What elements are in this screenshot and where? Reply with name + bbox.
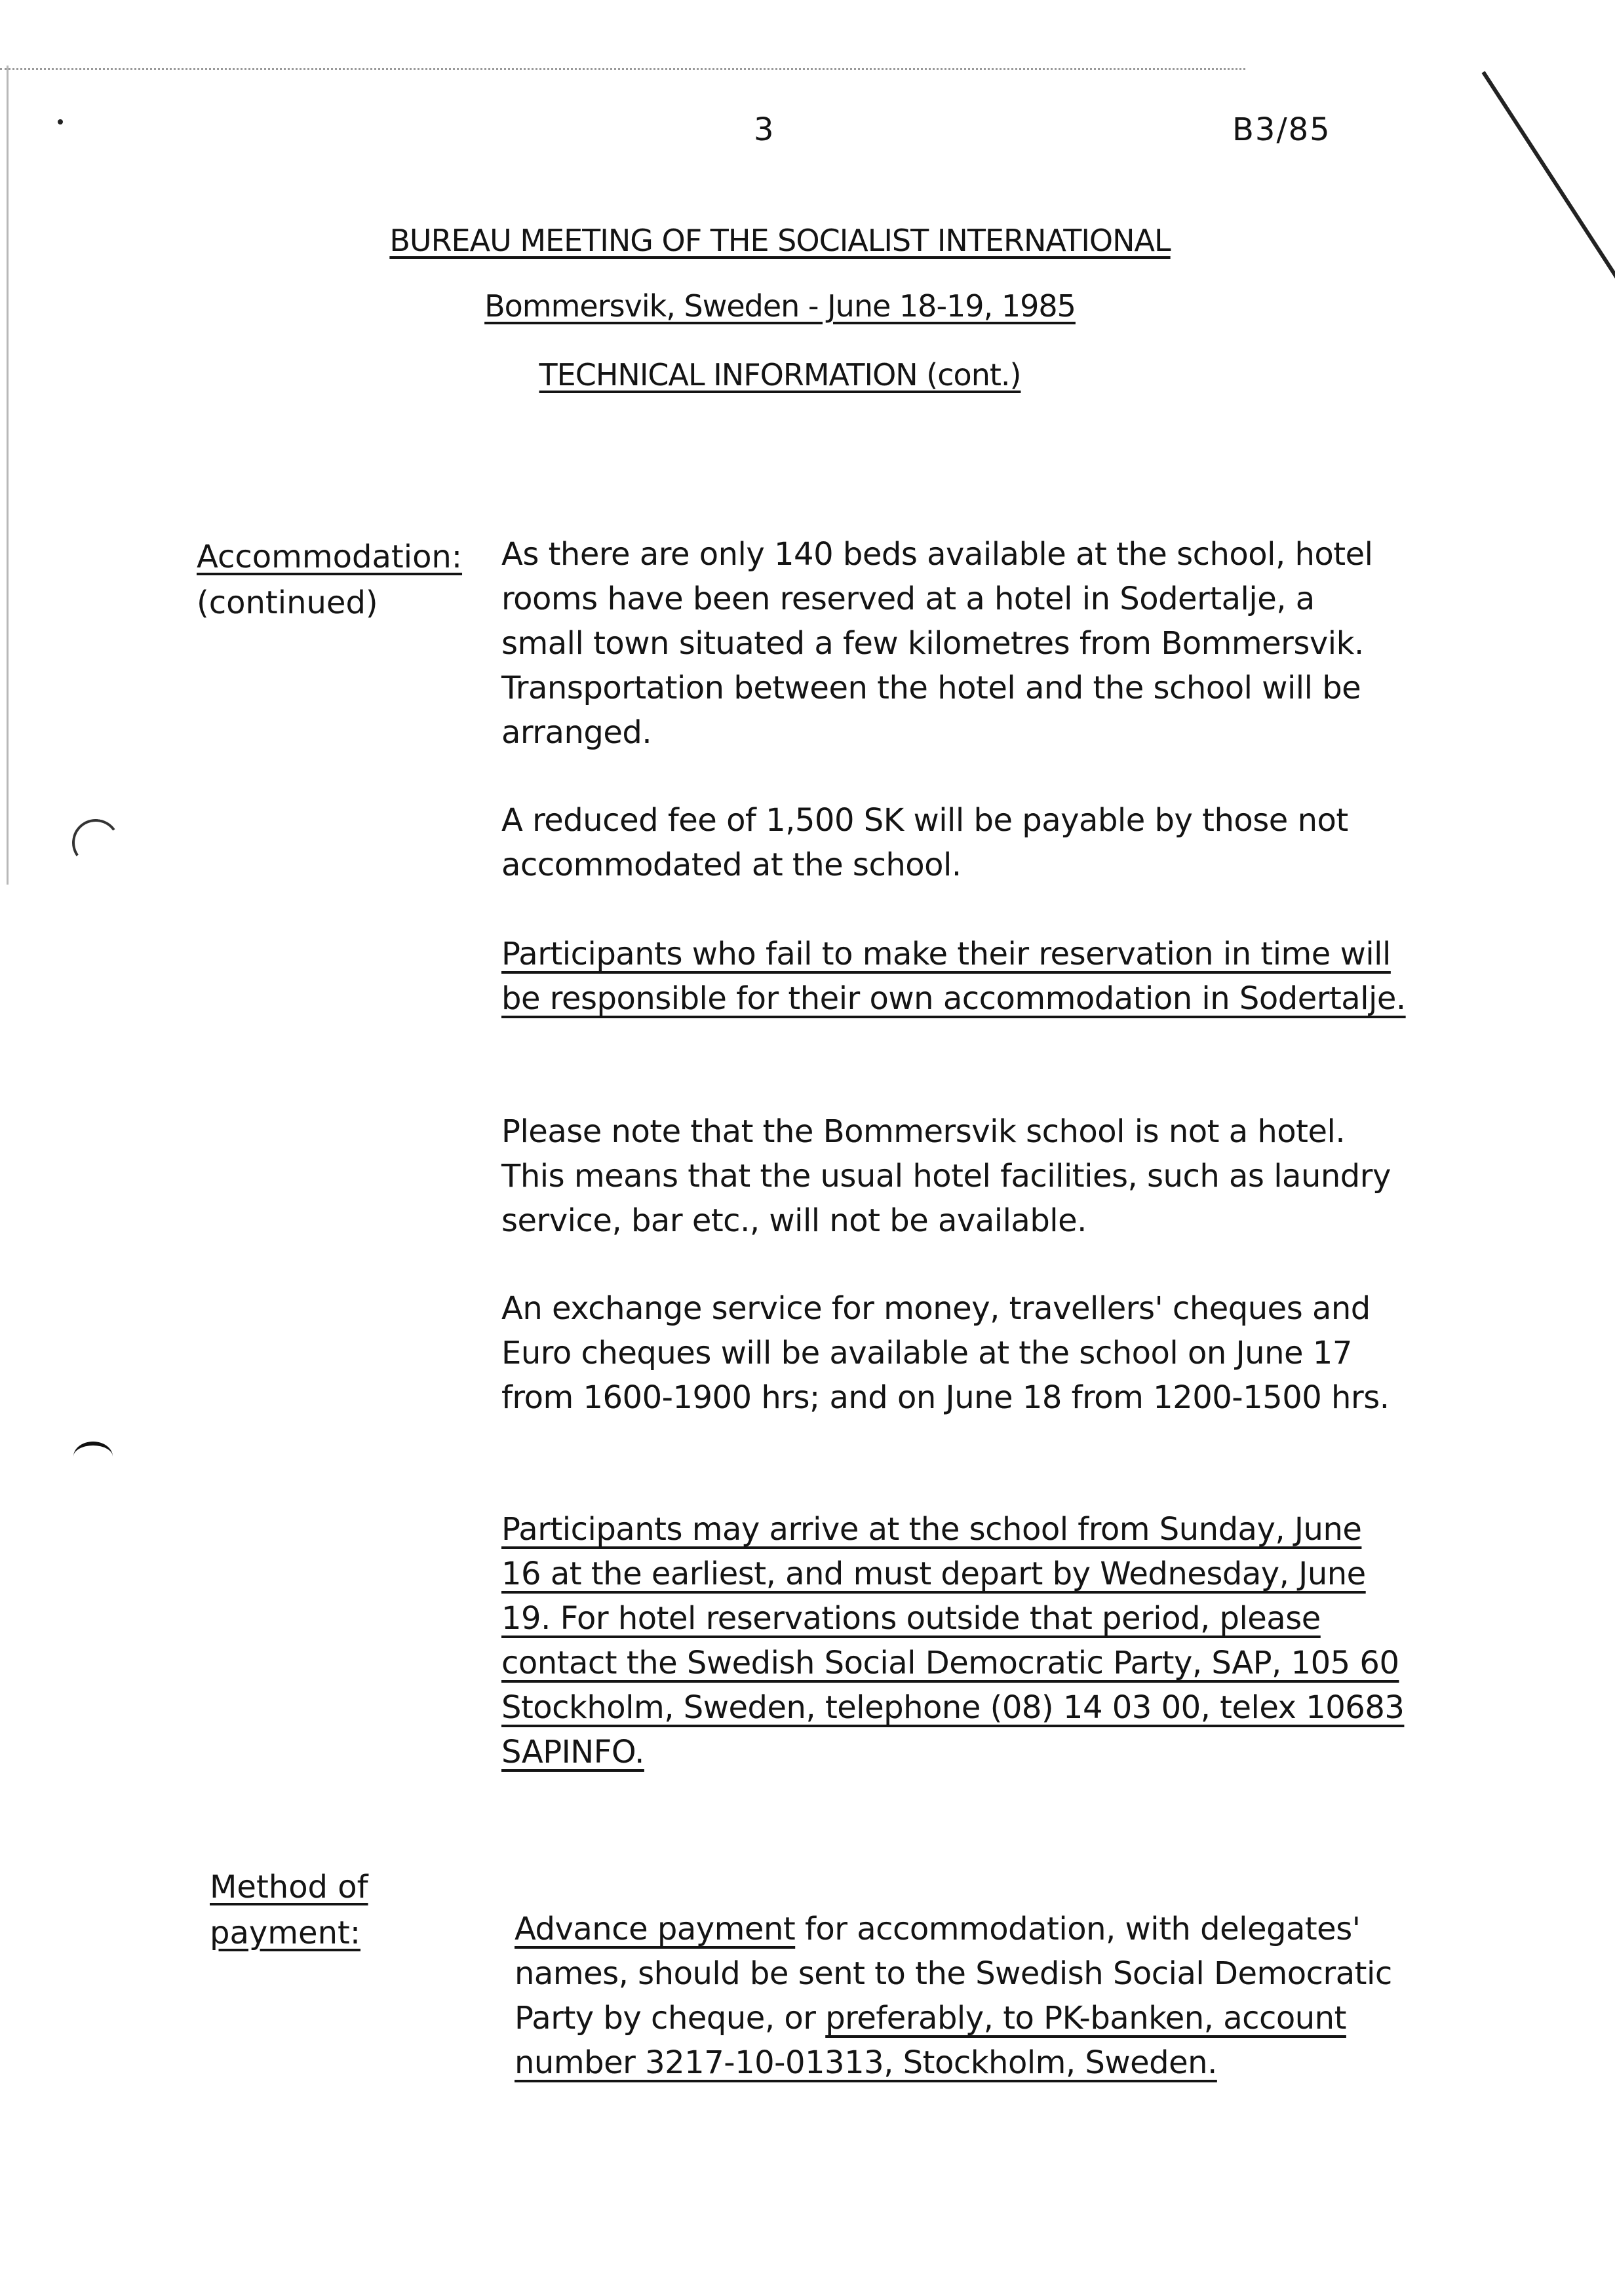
payment-label — [210, 1864, 368, 1956]
scan-edge-top — [0, 68, 1245, 70]
hole-punch-mark-lower — [73, 1442, 113, 1472]
document-reference: B3/85 — [1232, 111, 1331, 148]
accommodation-label-text: Accommodation: — [197, 539, 463, 575]
meeting-title: BUREAU MEETING OF THE SOCIALIST INTERNATIONAL — [389, 223, 1171, 258]
accommodation-paragraph-not-hotel — [501, 1109, 1406, 1243]
scan-edge-left — [7, 66, 9, 885]
section-title: TECHNICAL INFORMATION (cont.) — [539, 357, 1021, 392]
paragraph-text: Please note that the Bommersvik school is not a hotel. This means that the usual hotel facilities, such as laundry service, bar etc., will not be available. — [501, 1113, 1391, 1239]
accommodation-paragraph-exchange — [501, 1286, 1406, 1420]
accommodation-sublabel: (continued) — [197, 584, 378, 621]
meeting-location-date: Bommersvik, Sweden - June 18-19, 1985 — [484, 288, 1076, 324]
advance-payment-text: Advance payment — [515, 1911, 796, 1947]
accommodation-paragraph-reservation — [501, 932, 1406, 1021]
accommodation-paragraph-fee — [501, 798, 1406, 887]
payment-paragraph — [515, 1907, 1419, 2085]
page-number: 3 — [754, 111, 775, 148]
paragraph-text: Participants may arrive at the school from Sunday, June 16 at the earliest, and must depart by Wednesday, June 19. For hotel reservations outside that period, please contact the Swedish Social Democratic Party, SAP, 105 60 Stockholm, Sweden, telephone (08) 14 03 00, telex 10683 SAPINFO. — [501, 1511, 1405, 1770]
accommodation-paragraph-beds — [501, 532, 1406, 755]
payment-label-line1: Method of — [210, 1869, 368, 1905]
scan-speck — [58, 119, 63, 124]
payment-label-line2: payment: — [210, 1915, 360, 1951]
paragraph-text: An exchange service for money, travellers' cheques and Euro cheques will be available at the school on June 17 from 1600-1900 hrs; and on June 18 from 1200-1500 hrs. — [501, 1290, 1390, 1416]
hole-punch-mark-upper — [68, 815, 123, 870]
paragraph-text — [515, 1907, 1419, 2085]
paragraph-text: A reduced fee of 1,500 SK will be payable by those not accommodated at the school. — [501, 802, 1348, 883]
bank-details-text: preferably, to PK-banken, account number 3217-10-01313, Stockholm, Sweden. — [515, 2000, 1346, 2081]
paragraph-text: Participants who fail to make their reservation in time will be responsible for their own accommodation in Sodertalje. — [501, 936, 1406, 1017]
accommodation-label — [197, 534, 462, 626]
accommodation-paragraph-arrival — [501, 1507, 1406, 1774]
paragraph-text: As there are only 140 beds available at the school, hotel rooms have been reserved at a hotel in Sodertalje, a small town situated a few kilometres from Bommersvik. Transportation between the hotel and the school will be arranged. — [501, 536, 1373, 751]
payment-middle-text: for accommodation, with delegates' names, should be sent to the Swedish Social Democratic Party by cheque, or — [515, 1911, 1392, 2037]
